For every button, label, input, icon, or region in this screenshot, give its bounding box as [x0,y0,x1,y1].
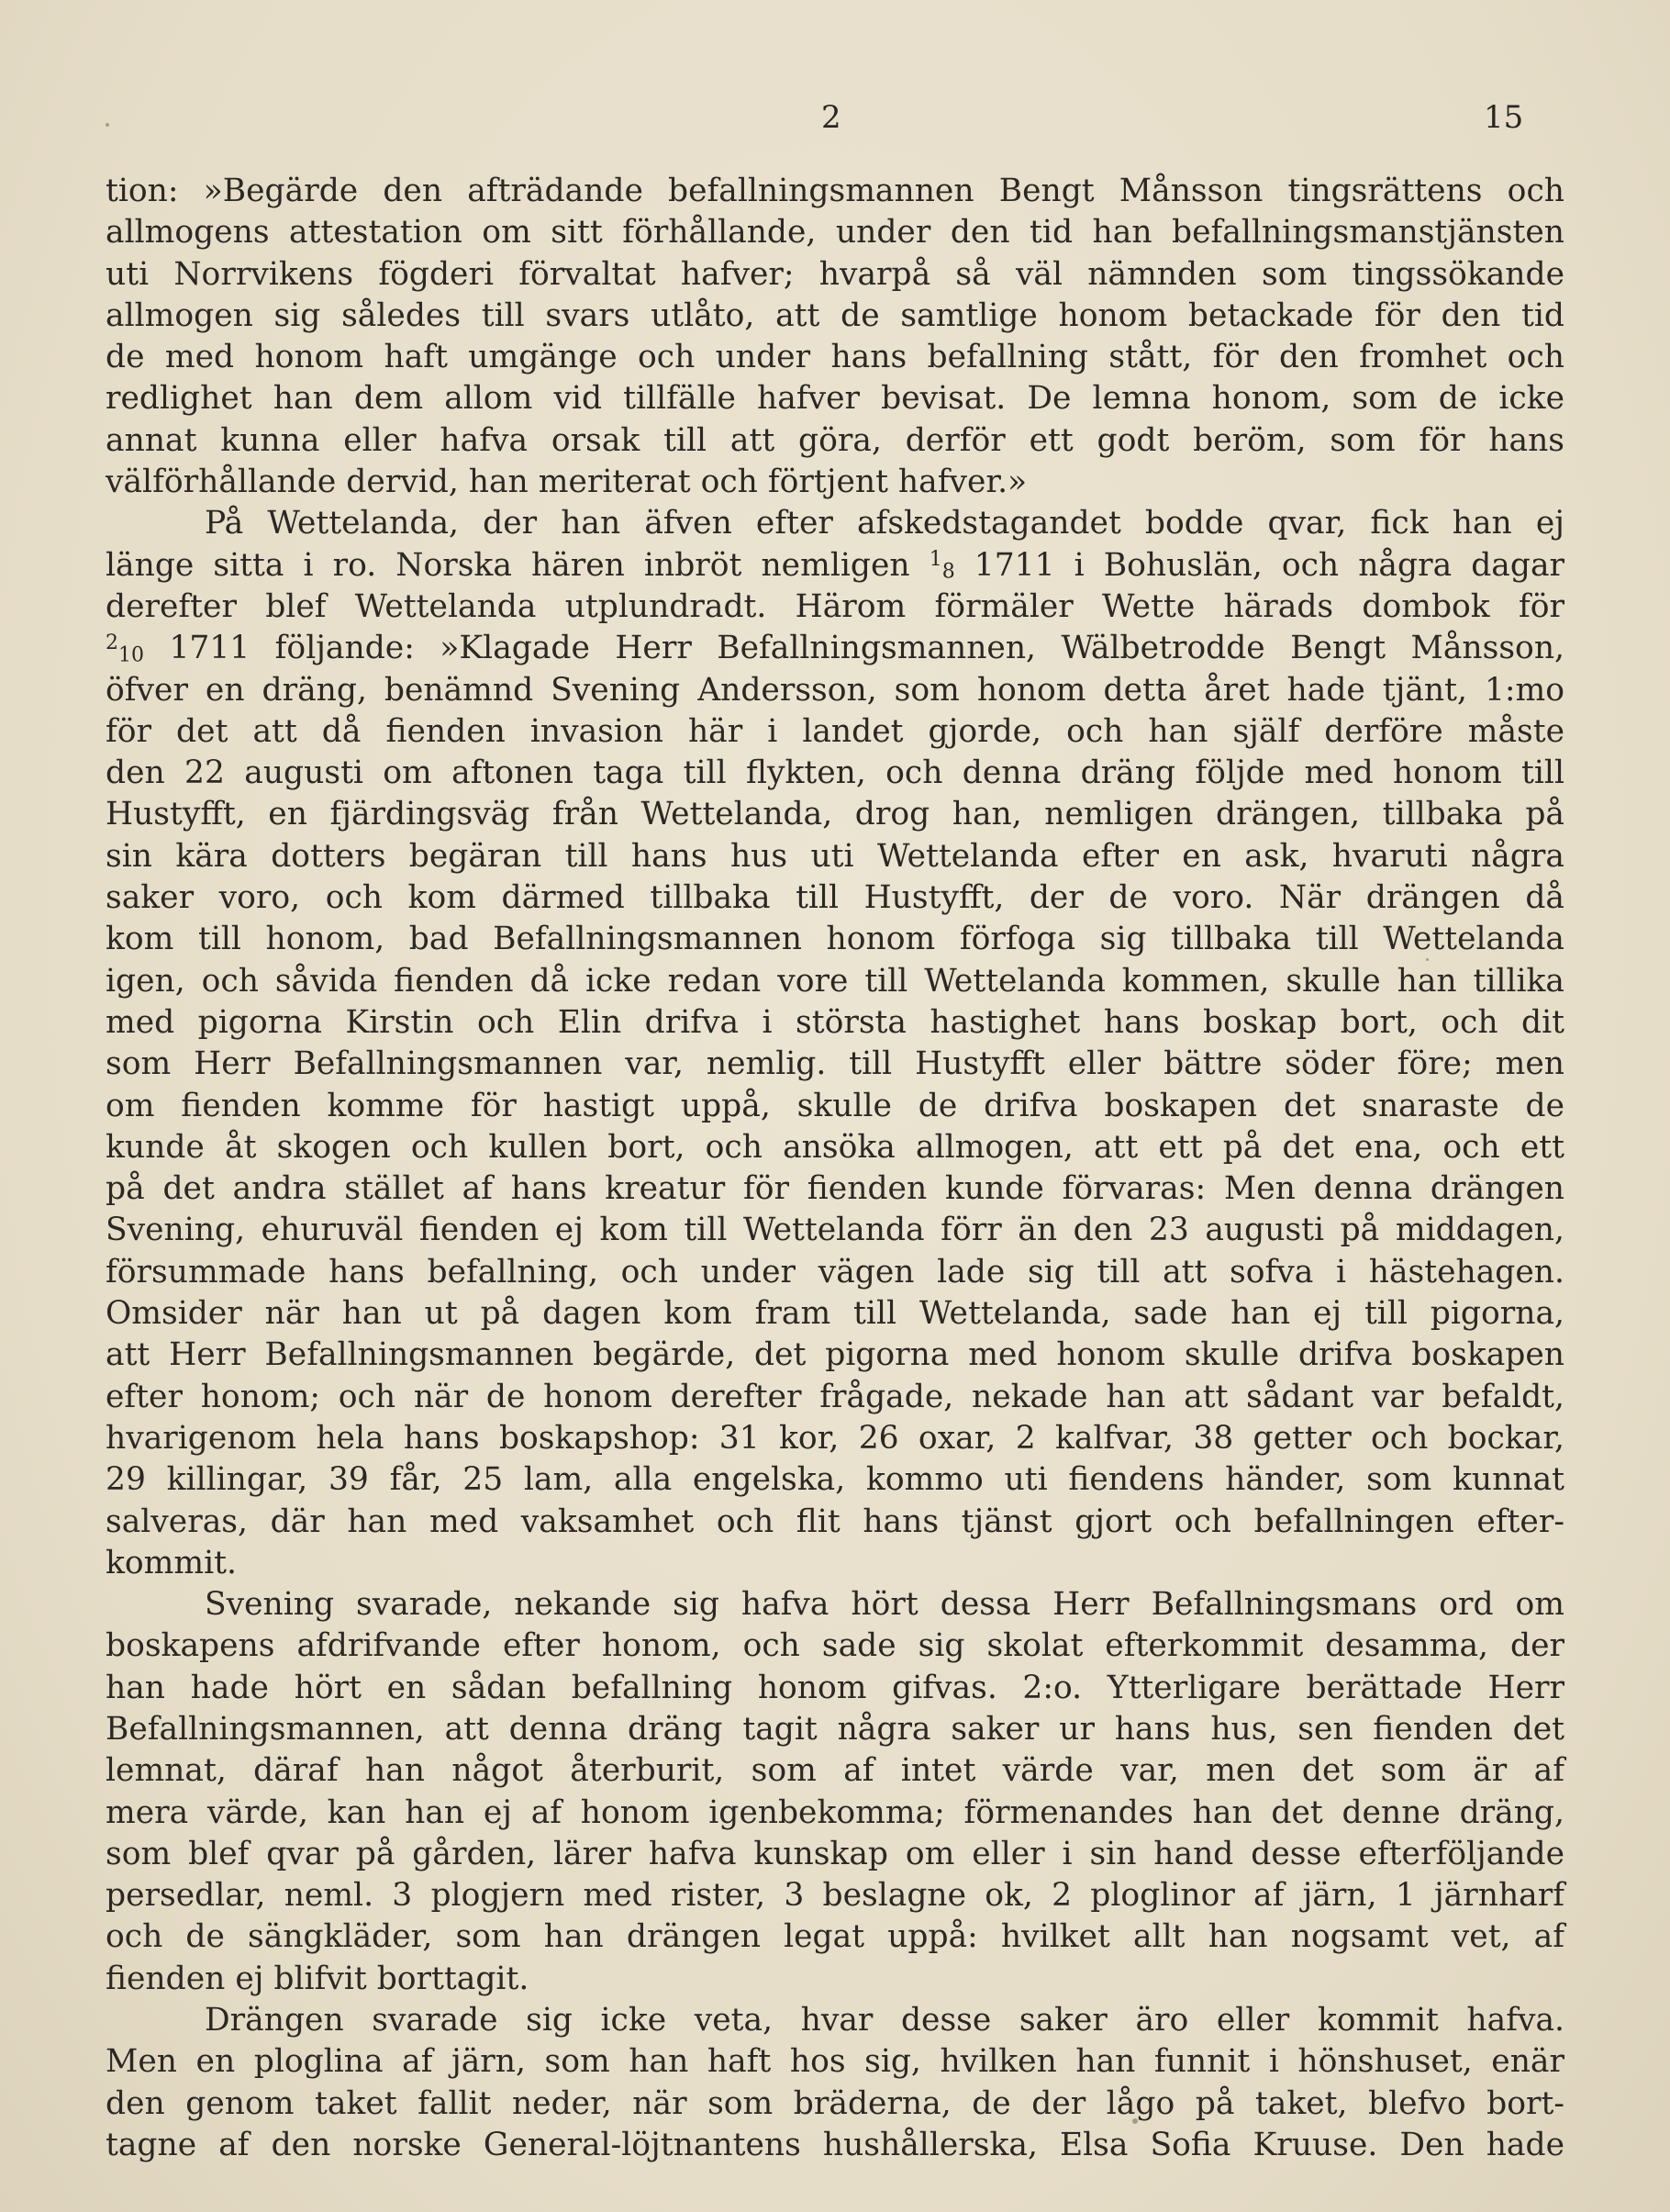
paragraph [106,1584,1564,2000]
text-line: uti Norrvikens fögderi förvaltat hafver; hvarpå så väl nämnden som tingssökande [106,255,1564,293]
text-line: att Herr Befallningsmannen begärde, det pigorna med honom skulle drifva boskapen [106,1336,1564,1374]
text-line: kom till honom, bad Befallningsmannen honom förfoga sig tillbaka till Wettelanda [106,921,1564,958]
text-line: med pigorna Kirstin och Elin drifva i största hastighet hans boskap bort, och dit [106,1003,1564,1041]
text-line: öfver en dräng, benämnd Svening Andersson, som honom detta året hade tjänt, 1:mo [106,671,1564,709]
paragraph [106,2000,1564,2166]
paragraph [106,171,1564,503]
text-line: sin kära dotters begäran till hans hus uti Wettelanda efter en ask, hvaruti några [106,837,1564,875]
text-line: om fienden komme för hastigt uppå, skulle de drifva boskapen det snaraste de [106,1087,1564,1124]
text-line: Svening svarade, nekande sig hafva hört dessa Herr Befallningsmans ord om [205,1586,1564,1624]
text-line: försummade hans befallning, och under vägen lade sig till att sofva i hästehagen. [106,1253,1564,1290]
text-line: den genom taket fallit neder, när som bräderna, de der lågo på taket, blefvo bort- [106,2084,1564,2122]
text-span: 1711 följande: »Klagade Herr Befallningsmannen, Wälbetrodde Bengt Månsson, [169,630,1564,667]
text-line: igen, och såvida fienden då icke redan vore till Wettelanda kommen, skulle han tillika [106,962,1564,1000]
text-span: länge sitta i ro. Norska hären inbröt nemligen [106,546,910,584]
text-line: Omsider när han ut på dagen kom fram till Wettelanda, sade han ej till pigorna, [106,1295,1564,1333]
text-line: och de sängkläder, som han drängen legat uppå: hvilket allt han nogsamt vet, af [106,1918,1564,1956]
body-text [106,171,1564,2166]
signature-mark: 2 [821,99,841,136]
text-line: kommit. [106,1544,237,1581]
text-line: fienden ej blifvit borttagit. [106,1960,529,1997]
text-line [106,628,1564,669]
date-fraction [106,631,144,667]
paragraph [106,503,1564,1584]
text-line: som Herr Befallningsmannen var, nemlig. till Hustyfft eller bättre söder före; men [106,1045,1564,1083]
text-line: Svening, ehuruväl fienden ej kom till Wettelanda förr än den 23 augusti på middagen, [106,1212,1564,1249]
text-line: de med honom haft umgänge och under hans befallning stått, för den fromhet och [106,339,1564,376]
text-line: 29 killingar, 39 får, 25 lam, alla engelska, kommo uti fiendens händer, som kunnat [106,1461,1564,1499]
text-line: välförhållande dervid, han meriterat och förtjent hafver.» [106,464,1028,501]
text-span: 1711 i Bohuslän, och några dagar [974,546,1565,584]
text-line: Drängen svarade sig icke veta, hvar desse saker äro eller kommit hafva. [205,2002,1564,2039]
text-line: tion: »Begärde den afträdande befallningsmannen Bengt Månsson tingsrättens och [106,173,1564,209]
text-line: saker voro, och kom därmed tillbaka till Hustyfft, der de voro. När drängen då [106,879,1564,917]
text-line: den 22 augusti om aftonen taga till flykten, och denna dräng följde med honom till [106,754,1564,792]
date-fraction [929,548,955,585]
fraction-numerator: 1 [929,548,942,572]
text-line: för det att då fienden invasion här i landet gjorde, och han själf derföre måste [106,712,1564,750]
text-line: hvarigenom hela hans boskapshop: 31 kor, 26 oxar, 2 kalfvar, 38 getter och bockar, [106,1419,1564,1457]
text-line: på det andra stället af hans kreatur för fienden kunde förvaras: Men denna drängen [106,1170,1564,1208]
text-line: allmogen sig således till svars utlåto, att de samtlige honom betackade för den tid [106,296,1564,334]
text-line: som blef qvar på gården, lärer hafva kunskap om eller i sin hand desse efterföljande [106,1835,1564,1872]
fraction-denominator: 8 [941,561,955,585]
fraction-numerator: 2 [106,631,118,654]
text-line: allmogens attestation om sitt förhållande, under den tid han befallningsmanstjänsten [106,214,1564,251]
text-line: lemnat, däraf han något återburit, som af intet värde var, men det som är af [106,1752,1564,1790]
text-line: efter honom; och när de honom derefter frågade, nekade han att sådant var befaldt, [106,1378,1564,1415]
text-line: Hustyfft, en fjärdingsväg från Wettelanda, drog han, nemligen drängen, tillbaka på [106,796,1564,833]
text-line: tagne af den norske General-löjtnantens hushållerska, Elsa Sofia Kruuse. Den hade [106,2126,1564,2163]
text-line: han hade hört en sådan befallning honom gifvas. 2:o. Ytterligare berättade Herr [106,1669,1564,1706]
text-line: boskapens afdrifvande efter honom, och sade sig skolat efterkommit desamma, der [106,1627,1564,1665]
text-line: Men en ploglina af järn, som han haft hos sig, hvilken han funnit i hönshuset, enär [106,2043,1564,2081]
text-line: derefter blef Wettelanda utplundradt. Härom förmäler Wette härads dombok för [106,587,1564,625]
text-line [106,545,1564,587]
text-line: persedlar, neml. 3 plogjern med rister, 3 beslagne ok, 2 ploglinor af järn, 1 järnharf [106,1877,1564,1915]
text-line: På Wettelanda, der han äfven efter afskedstagandet bodde qvar, fick han ej [205,505,1564,542]
fraction-denominator: 10 [118,643,144,667]
page-number: 15 [1484,99,1524,136]
page-header [0,99,1670,145]
text-line: Befallningsmannen, att denna dräng tagit några saker ur hans hus, sen fienden det [106,1710,1564,1748]
text-line: redlighet han dem allom vid tillfälle hafver bevisat. De lemna honom, som de icke [106,380,1564,418]
text-line: mera värde, kan han ej af honom igenbekomma; förmenandes han det denne dräng, [106,1793,1564,1831]
text-line: annat kunna eller hafva orsak till att göra, derför ett godt beröm, som för hans [106,421,1564,459]
text-line: kunde åt skogen och kullen bort, och ansöka allmogen, att ett på det ena, och ett [106,1128,1564,1166]
text-line: salveras, där han med vaksamhet och flit hans tjänst gjort och befallningen efter- [106,1503,1564,1540]
